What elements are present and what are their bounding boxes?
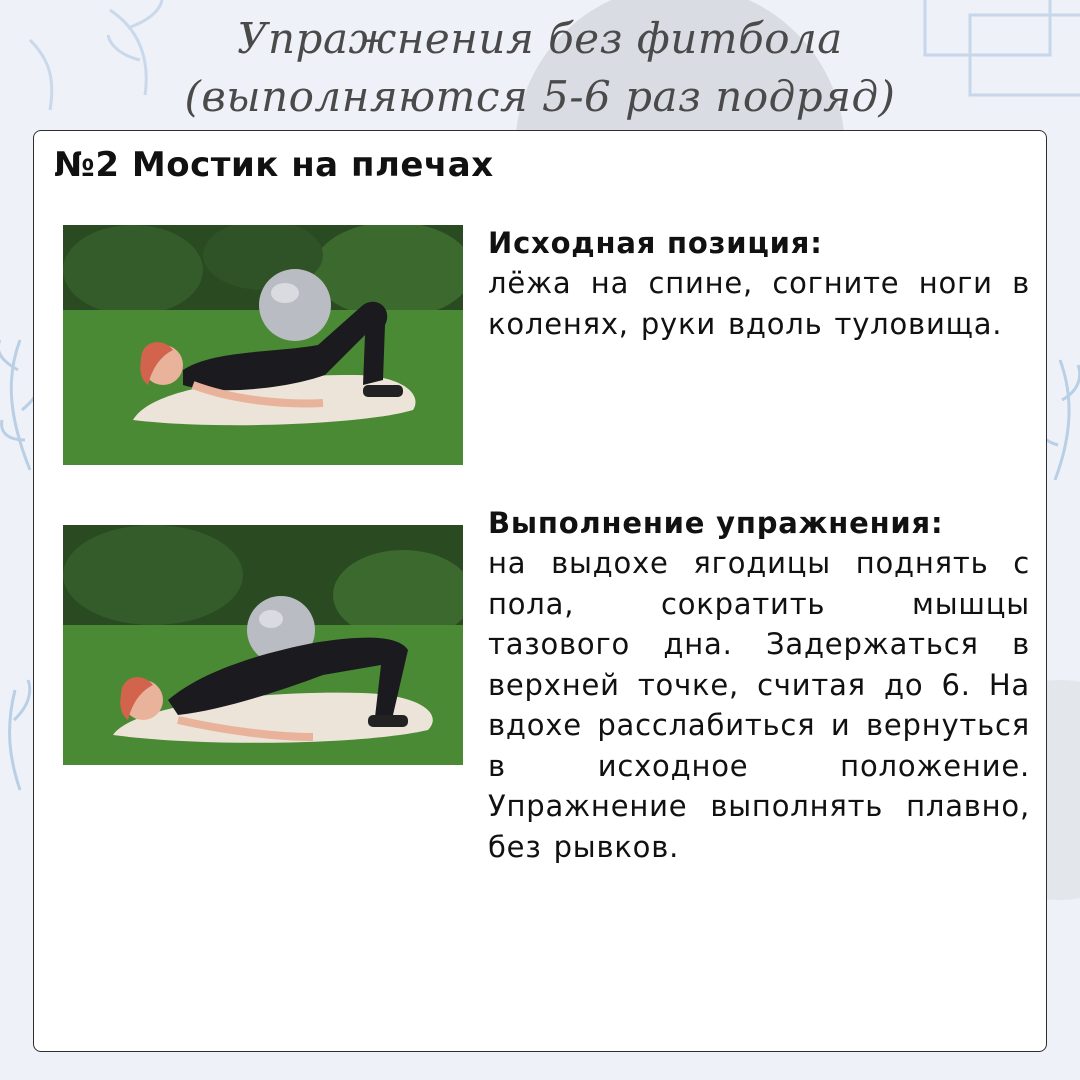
execution-text: на выдохе ягодицы поднять с пола, сократить мышцы тазового дна. Задержаться в верхней точке, считая до 6. На вдохе расслабиться и вернуться в исходное положение. Упражнение выполнять плавно, без рывков.: [488, 546, 1030, 864]
bush: [63, 225, 203, 315]
page-title: [0, 10, 1080, 126]
exercise-heading: №2 Мостик на плечах: [54, 145, 494, 185]
fitball: [259, 269, 331, 341]
bush: [63, 525, 243, 625]
start-position-label: Исходная позиция:: [488, 226, 823, 260]
fitball-highlight: [259, 610, 283, 628]
person-shoe: [363, 385, 403, 397]
start-position-photo: [63, 225, 463, 465]
person-shoe: [368, 715, 408, 727]
start-position-illustration: [63, 225, 463, 465]
exercise-card: [33, 130, 1047, 1052]
page-title-line-2: (выполняются 5-6 раз подряд): [184, 72, 896, 121]
execution-illustration: [63, 525, 463, 765]
start-position-text: лёжа на спине, согните ноги в коленях, руки вдоль туловища.: [488, 266, 1030, 341]
start-position-section: [488, 223, 1030, 344]
fitball-highlight: [271, 283, 299, 303]
execution-section: [488, 503, 1030, 867]
page-title-line-1: Упражнения без фитбола: [237, 14, 843, 63]
execution-label: Выполнение упражнения:: [488, 506, 944, 540]
execution-photo: [63, 525, 463, 765]
